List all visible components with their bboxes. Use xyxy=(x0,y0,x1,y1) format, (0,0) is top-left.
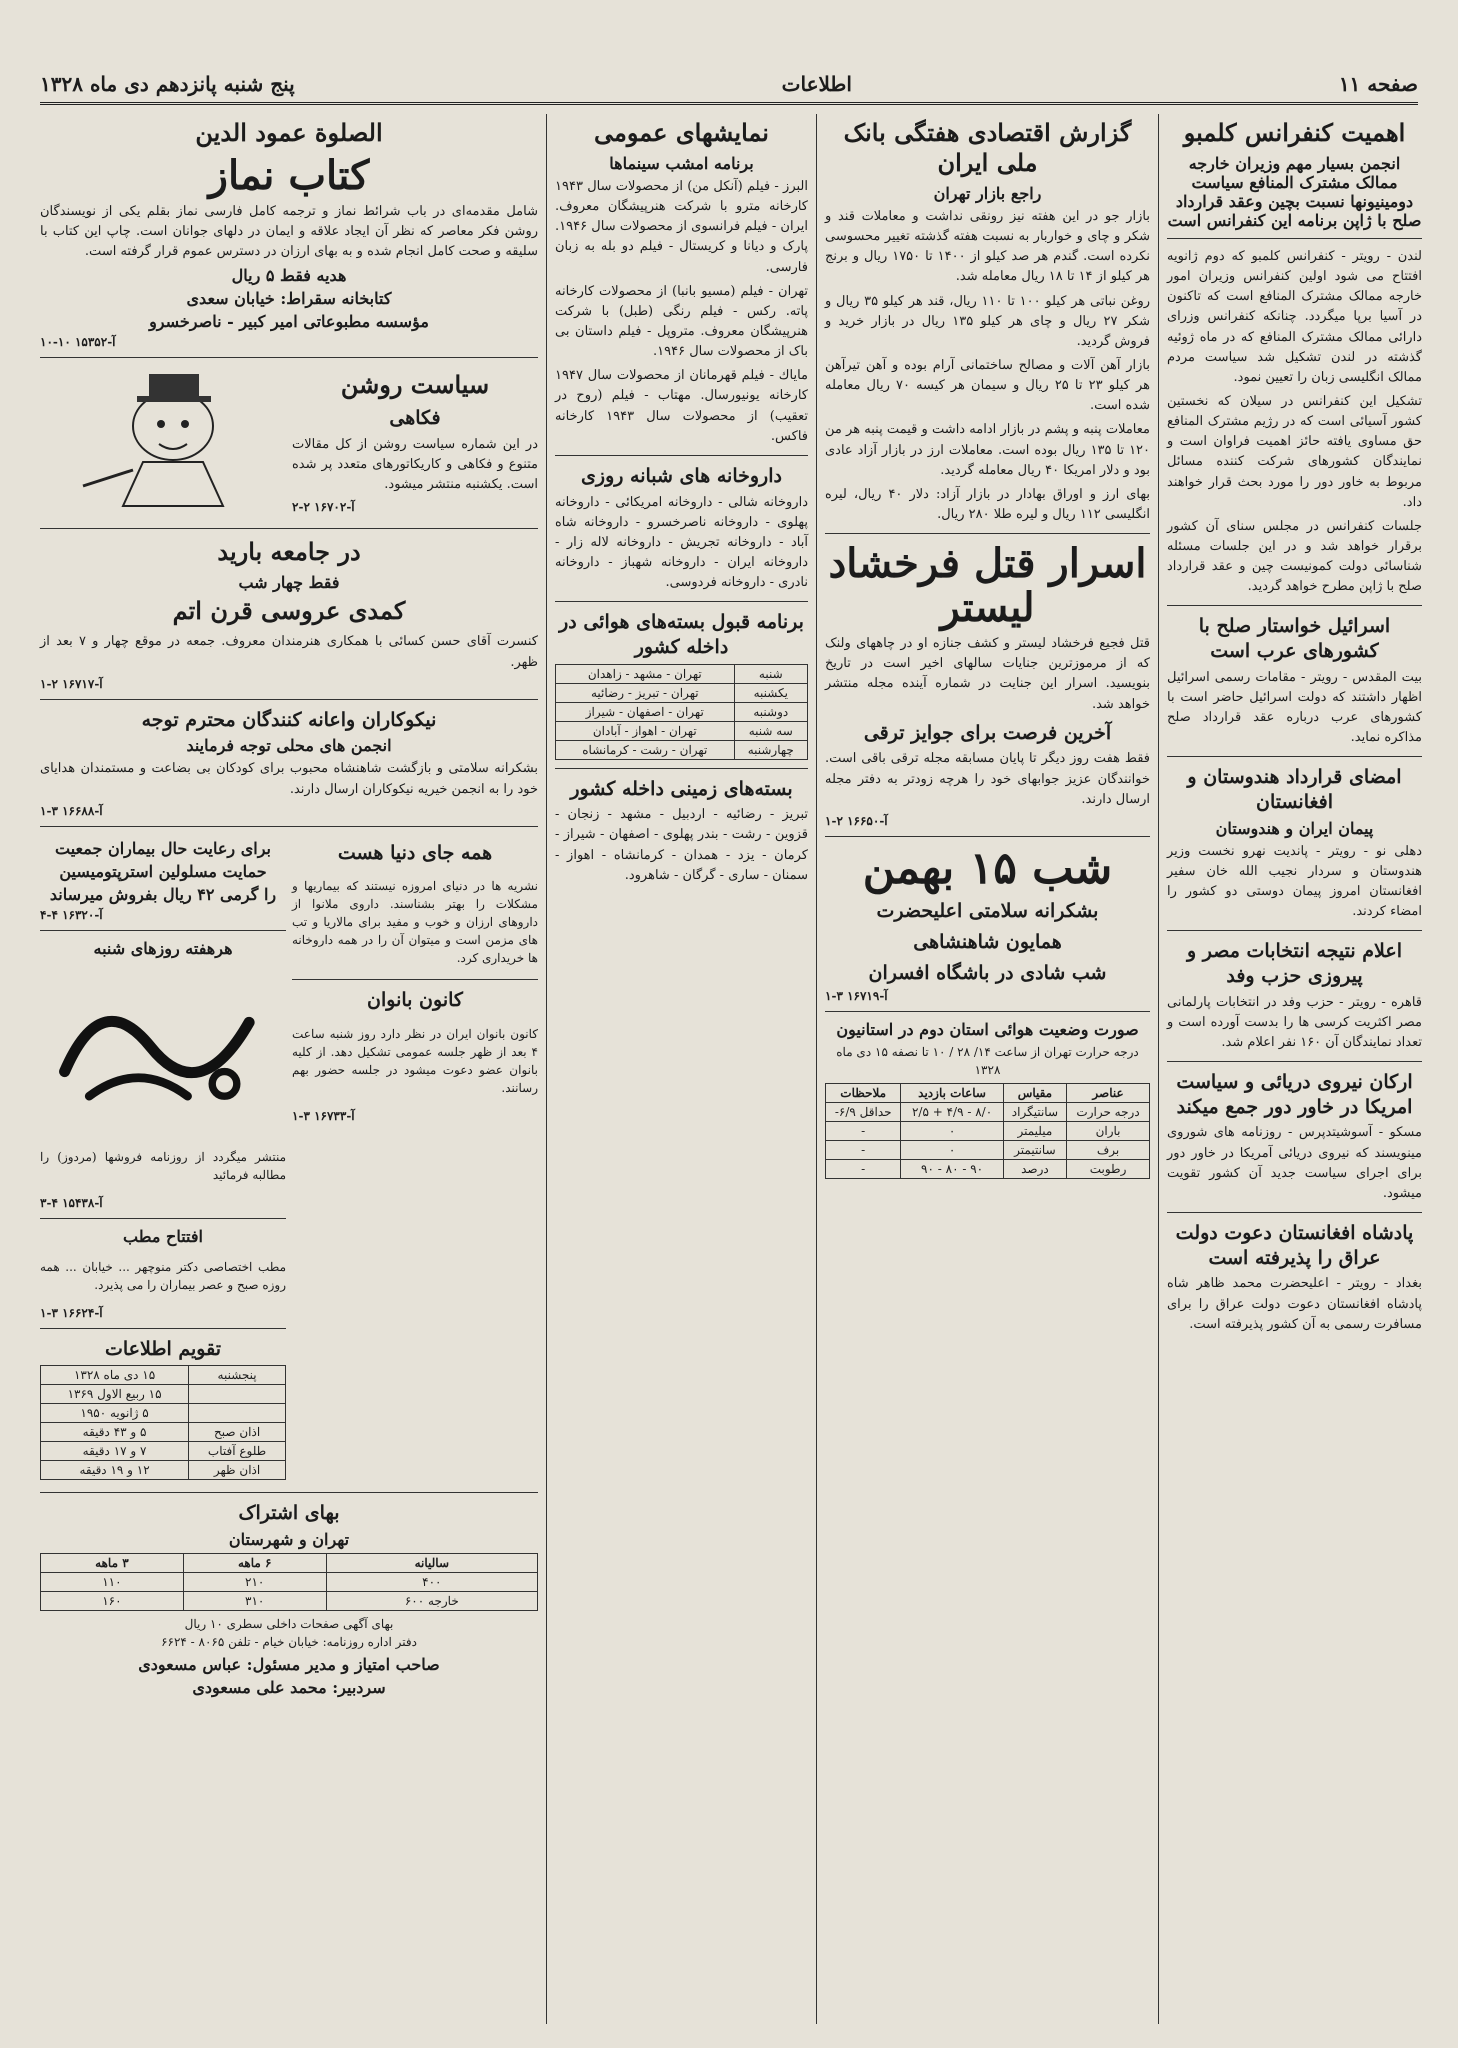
table-row xyxy=(826,1160,1150,1179)
prayer-body: شامل مقدمه‌ای در باب شرائط نماز و ترجمه کامل فارسی نماز بقلم یکی از نویسندگان روشن فکر معاصر که نظر آن ایجاد علاقه و ایمان در دلهای جوانان است. چاپ این کتاب با سلیقه و صحت کامل انجام شده و به بهای ارزان در دسترس عموم قرار گرفته است. xyxy=(40,204,538,260)
charity-sub: انجمن های محلی توجه فرمایند xyxy=(186,736,392,756)
table-row xyxy=(826,1122,1150,1141)
afghan-title: پادشاه افغانستان دعوت دولت عراق را پذیرفته است xyxy=(1175,1222,1414,1269)
subscription-cell: ۳۱۰ xyxy=(183,1592,326,1611)
politics-code: آ-۱۶۷۰۲ ۲-۲ xyxy=(292,499,355,514)
cinema-title: نمایشهای عمومی xyxy=(594,118,769,147)
calendar-cell: ۱۵ دی ماه ۱۳۲۸ xyxy=(41,1366,189,1385)
subscription-cell: ۱۱۰ xyxy=(41,1573,184,1592)
flight-title: برنامه قبول بسته‌های هوائی در داخله کشور xyxy=(559,611,804,658)
calendar-cell: اذان صبح xyxy=(189,1423,286,1442)
patient-code: آ-۱۶۳۲۰ ۴-۴ xyxy=(40,907,103,922)
weather-cell: رطوبت xyxy=(1067,1160,1150,1179)
subscription-header: ۳ ماهه xyxy=(41,1554,184,1573)
table-row xyxy=(556,740,808,759)
divider xyxy=(825,533,1150,534)
calendar-table xyxy=(40,1365,286,1480)
weather-cell: - xyxy=(826,1122,901,1141)
bahman-line-2: همایون شاهنشاهی xyxy=(913,930,1062,953)
divider xyxy=(40,930,286,931)
patient-title: برای رعایت حال بیماران جمعیت xyxy=(55,838,271,858)
office-address: دفتر اداره روزنامه: خیابان خیام - تلفن ۸۰۶۵ - ۶۶۲۴ xyxy=(161,1635,417,1650)
table-row xyxy=(41,1366,286,1385)
society-sub: فقط چهار شب xyxy=(238,573,340,593)
israel-title: اسرائیل خواستار صلح با کشورهای عرب است xyxy=(1198,615,1391,663)
colombo-body-2: تشکیل این کنفرانس در سیلان که نخستین کشور آسیائی است که در رژیم مشترک المنافع حق مساوی یافته حائز اهمیت فراوان است و نمایندگان کشورهای شرکت کننده مسائل مربوط به خاور دور را مورد بحث قرار خواهند داد. xyxy=(1167,393,1422,510)
colombo-subtitle: انجمن بسیار مهم وزیران خارجه ممالک مشترک المنافع سیاست دومینیونها نسبت بچین وعقد قرارداد صلح با ژاپن برنامه این کنفرانس است xyxy=(1167,154,1422,230)
charity-title: نیکوکاران واعانه کنندگان محترم توجه xyxy=(141,708,437,731)
weather-cell: ۸/۰ - ۴/۹ + ۲/۵ xyxy=(901,1103,1003,1122)
economy-body-5: بهای ارز و اوراق بهادار در بازار آزاد: دلار ۴۰ ریال، لیره انگلیسی ۱۱۲ ریال و لیره طلا ۲۸۰ ریال. xyxy=(825,486,1150,522)
flight-day: چهارشنبه xyxy=(734,740,807,759)
treaty-body: دهلی نو - رویتر - پاندیت نهرو نخست وزیر هندوستان و سردار نجیب الله خان سفیر افغانستان امروز پیمان دوستی دو کشور را امضاء کردند. xyxy=(1167,843,1422,920)
calendar-cell xyxy=(189,1404,286,1423)
navy-body: مسکو - آسوشیتدپرس - روزنامه های شوروی مینویسند که نیروی دریائی آمریکا در خاور دور برای اجرای سیاست جدید آن کشور تقویت میشود. xyxy=(1167,1125,1422,1201)
economy-body-4: معاملات پنبه و پشم در بازار ادامه داشت و قیمت پنبه هر من ۱۲۰ تا ۱۳۵ ریال بوده است. معاملات ارز در بازار آزاد عادی بود و دلار امریکا ۴۰ ریال معامله گردید. xyxy=(825,422,1151,478)
divider xyxy=(1167,605,1422,606)
subscription-cell: ۲۱۰ xyxy=(183,1573,326,1592)
economy-title: گزارش اقتصادی هفتگی بانک ملی ایران xyxy=(843,118,1132,177)
patient-sub: حمایت مسلولین استرپتومیسین xyxy=(59,861,267,881)
editor: سردبیر: محمد علی مسعودی xyxy=(192,1678,386,1698)
calendar-cell: ۱۲ و ۱۹ دقیقه xyxy=(41,1461,189,1480)
women-body: کانون بانوان ایران در نظر دارد روز شنبه ساعت ۴ بعد از ظهر جلسه عمومی تشکیل دهد. از کلیه بانوان عضو دعوت میشود در جلسه حضور بهم رسانند. xyxy=(292,1027,538,1096)
economy-body-1: بازار جو در این هفته نیز رونقی نداشت و معاملات قند و شکر و چای و خواربار به نسبت هفته گذشته تغییر محسوسی نکرده است. گندم هر صد کیلو از ۱۴۰۰ تا ۱۷۵۰ ریال و برنج هر کیلو از ۱۴ تا ۱۸ ریال معامله شد. xyxy=(825,209,1151,285)
chance-title: آخرین فرصت برای جوایز ترقی xyxy=(863,721,1112,744)
flight-route: تهران - رشت - کرمانشاه xyxy=(556,740,735,759)
weather-cell: برف xyxy=(1067,1141,1150,1160)
cinema-body-1: البرز - فیلم (آنکل من) از محصولات سال ۱۹۴۳ کارخانه مترو با شرکت هنرپیشگان معروف. ایران - فیلم فرانسوی از محصولات سال ۱۹۴۶. پارک و دیانا و کریستال - فیلم دو بله به زبان فارسی. xyxy=(555,179,808,275)
publisher: صاحب امتیاز و مدیر مسئول: عباس مسعودی xyxy=(138,1655,440,1675)
weather-header: مقیاس xyxy=(1003,1084,1066,1103)
table-row xyxy=(41,1442,286,1461)
divider xyxy=(40,1218,286,1219)
table-row xyxy=(41,1554,538,1573)
afghan-body: بغداد - رویتر - اعلیحضرت محمد ظاهر شاه پادشاه افغانستان دعوت دولت عراق را برای مسافرت رسمی به آن کشور پذیرفته است. xyxy=(1167,1276,1422,1332)
calendar-cell: ۱۵ ربیع الاول ۱۳۶۹ xyxy=(41,1385,189,1404)
women-code: آ-۱۶۷۳۳ ۳-۱ xyxy=(292,1109,355,1124)
calendar-title: تقویم اطلاعات xyxy=(104,1337,221,1360)
column-cinema xyxy=(546,114,816,2024)
politics-body: در این شماره سیاست روشن از کل مقالات متنوع و فکاهی و کاریکاتورهای متعدد پر شده است. یکشنبه منتشر میشود. xyxy=(292,437,538,493)
chance-code: آ-۱۶۶۵۰ ۲-۱ xyxy=(825,813,888,828)
ground-title: بسته‌های زمینی داخله کشور xyxy=(570,777,793,800)
calendar-cell: پنجشنبه xyxy=(189,1366,286,1385)
weekly-body: منتشر میگردد از روزنامه فروشها (مردوز) را مطالبه فرمائید xyxy=(40,1149,286,1182)
flight-route: تهران - تبریز - رضائیه xyxy=(556,683,735,702)
divider xyxy=(40,1328,286,1329)
divider xyxy=(555,768,808,769)
table-row xyxy=(41,1573,538,1592)
flight-day: یکشنبه xyxy=(734,683,807,702)
ground-body: تبریز - رضائیه - اردبیل - مشهد - زنجان - قزوین - رشت - بندر پهلوی - اصفهان - شیراز - کرمان - یزد - همدان - کرمانشاه - اهواز - سمنان - ساری - گرگان - شاهرود. xyxy=(555,807,808,883)
chance-body: فقط هفت روز دیگر تا پایان مسابقه مجله ترقی باقی است. خوانندگان عزیز جوابهای خود را هرچه زودتر به دفتر مجله ارسال دارند. xyxy=(825,751,1150,807)
divider xyxy=(825,836,1150,837)
society-title: در جامعه بارید xyxy=(217,537,361,567)
divider xyxy=(292,979,538,980)
calendar-cell: ۷ و ۱۷ دقیقه xyxy=(41,1442,189,1461)
bahman-title: شب ۱۵ بهمن xyxy=(862,842,1113,894)
egypt-title: اعلام نتیجه انتخابات مصر و پیروزی حزب وفد xyxy=(1186,940,1402,987)
charity-body: بشکرانه سلامتی و بازگشت شاهنشاه محبوب برای کودکان بی بضاعت و مستمندان هدایای خود را به انجمن خیریه نیکوکاران ارسال دارند. xyxy=(40,761,538,797)
subscription-note: بهای آگهی صفحات داخلی سطری ۱۰ ریال xyxy=(184,1617,394,1632)
cinema-subtitle: برنامه امشب سینماها xyxy=(609,154,754,173)
prayer-title: الصلوة عمود الدین xyxy=(195,118,383,147)
calendar-cell: طلوع آفتاب xyxy=(189,1442,286,1461)
divider xyxy=(1167,756,1422,757)
divider xyxy=(555,455,808,456)
flight-route: تهران - اهواز - آبادان xyxy=(556,721,735,740)
patient-price: را گرمی ۴۲ ریال بفروش میرساند xyxy=(49,884,277,904)
table-row xyxy=(41,1592,538,1611)
table-row xyxy=(826,1103,1150,1122)
politics-sub: فکاهی xyxy=(389,407,441,430)
table-row xyxy=(826,1141,1150,1160)
politics-title: سیاست روشن xyxy=(340,370,490,400)
weather-cell: - xyxy=(826,1141,901,1160)
colombo-title: اهمیت کنفرانس کلمبو xyxy=(1183,118,1406,147)
egypt-body: قاهره - رویتر - حزب وفد در انتخابات پارلمانی مصر اکثریت کرسی ها را بدست آورده است و تعداد نمایندگان آن ۱۶۰ نفر اعلام شد. xyxy=(1167,994,1422,1050)
weather-cell: درصد xyxy=(1003,1160,1066,1179)
divider xyxy=(40,528,538,529)
israel-body: بیت المقدس - رویتر - مقامات رسمی اسرائیل اظهار داشتند که دولت اسرائیل حاضر است با کشورهای عرب درباره عقد قرارداد صلح مذاکره نماید. xyxy=(1167,669,1422,746)
clinic-title: افتتاح مطب xyxy=(123,1226,203,1246)
weather-header: ساعات بازدید xyxy=(901,1084,1003,1103)
table-row xyxy=(41,1461,286,1480)
column-economy xyxy=(816,114,1158,2024)
weather-cell: ۹۰ - ۸۰ - ۹۰ xyxy=(901,1160,1003,1179)
divider xyxy=(40,1492,538,1493)
heal-title: همه جای دنیا هست xyxy=(337,841,493,864)
issue-date: پنج شنبه پانزدهم دی ماه ۱۳۲۸ xyxy=(40,72,295,96)
cinema-body-2: تهران - فیلم (مسیو بانبا) از محصولات کارخانه پاته. رکس - فیلم رنگی (طبل) با شرکت هنرپیشگان معروف. متروپل - فیلم داستان بی باک از محصولات سال ۱۹۴۶. xyxy=(555,283,808,360)
mardum-logo-illustration xyxy=(40,962,286,1132)
bahman-code: آ-۱۶۷۱۹ ۳-۱ xyxy=(825,989,888,1004)
health-row xyxy=(40,835,538,1485)
weather-cell: سانتیگراد xyxy=(1003,1103,1066,1122)
heal-body: نشریه ها در دنیای امروزه نیستند که بیماریها و مشکلات را بهتر بشناسند. داروی ملانوا از داروهای ارزان و خوب و مفید برای مالاریا و تب های مزمن است و میتوان آن را در همه داروخانه ها خریداری کرد. xyxy=(292,879,538,966)
women-title: کانون بانوان xyxy=(367,989,463,1012)
weather-cell: حداقل ۶/۹- xyxy=(826,1103,901,1122)
table-row xyxy=(41,1404,286,1423)
cinema-body-3: ماياك - فیلم قهرمانان از محصولات سال ۱۹۴۷ کارخانه یونیورسال. مهتاب - فیلم (روح در تعقیب) از محصولات سال ۱۹۴۳ کارخانه فاکس. xyxy=(555,368,808,444)
weekly-title: هرهفته روزهای شنبه xyxy=(93,938,233,958)
society-code: آ-۱۶۷۱۷ ۲-۱ xyxy=(40,676,103,691)
prayer-code: آ-۱۵۳۵۲ ۱۰-۱۰ xyxy=(40,335,116,350)
pharmacy-title: داروخانه های شبانه روزی xyxy=(581,464,782,487)
divider xyxy=(1167,1212,1422,1213)
prayer-institute: مؤسسه مطبوعاتی امیر کبیر - ناصرخسرو xyxy=(149,312,429,332)
economy-body-3: بازار آهن آلات و مصالح ساختمانی آرام بوده و آهن تیرآهن هر کیلو ۲۳ تا ۲۵ ریال و سیمان هر کیسه ۷۰ ریال معامله شده است. xyxy=(825,357,1150,414)
calendar-cell xyxy=(189,1385,286,1404)
society-body: کنسرت آقای حسن کسائی با همکاری هنرمندان معروف. جمعه در موقع چهار و ۷ بعد از ظهر. xyxy=(40,634,538,670)
page-number: صفحه ۱۱ xyxy=(1338,72,1418,96)
subscription-table xyxy=(40,1553,538,1611)
table-row xyxy=(556,702,808,721)
clinic-body: مطب اختصاصی دکتر منوچهر ... خیابان ... همه روزه صبح و عصر بیماران را می پذیرد. xyxy=(40,1259,286,1292)
flight-day: شنبه xyxy=(734,664,807,683)
subscription-cell: خارجه ۶۰۰ xyxy=(326,1592,537,1611)
subscription-header: ۶ ماهه xyxy=(183,1554,326,1573)
masthead xyxy=(40,66,1418,105)
weekly-code: آ-۱۵۴۳۸ ۴-۳ xyxy=(40,1195,103,1210)
column-ads xyxy=(32,114,546,2024)
weather-cell: سانتیمتر xyxy=(1003,1141,1066,1160)
prayer-price: هدیه فقط ۵ ریال xyxy=(231,266,347,286)
weather-cell: ۰ xyxy=(901,1141,1003,1160)
weather-subtitle: درجه حرارت تهران از ساعت ۱۴/ ۲۸ / ۱۰ تا نصفه ۱۵ دی ماه ۱۳۲۸ xyxy=(836,1045,1139,1078)
weather-cell: ۰ xyxy=(901,1122,1003,1141)
divider xyxy=(555,601,808,602)
colombo-body-3: جلسات کنفرانس در مجلس سنای آن کشور برقرار خواهد شد و در این جلسات مسئله شناسائی دولت کمونیست چین و عقد قرارداد صلح با ژاپن مطرح خواهد گردید. xyxy=(1167,518,1422,595)
clinic-code: آ-۱۶۶۲۴ ۳-۱ xyxy=(40,1305,103,1320)
flight-day: سه شنبه xyxy=(734,721,807,740)
divider xyxy=(825,1011,1150,1012)
weather-header: ملاحظات xyxy=(826,1084,901,1103)
flight-table xyxy=(555,664,808,760)
subscription-header: سالیانه xyxy=(326,1554,537,1573)
treaty-subtitle: پیمان ایران و هندوستان xyxy=(1215,818,1374,838)
divider xyxy=(40,826,538,827)
table-row xyxy=(556,683,808,702)
table-row xyxy=(41,1385,286,1404)
subscription-cell: ۴۰۰ xyxy=(326,1573,537,1592)
weather-cell: - xyxy=(826,1160,901,1179)
weather-cell: میلیمتر xyxy=(1003,1122,1066,1141)
colombo-body-1: لندن - رویتر - کنفرانس کلمبو که دوم ژانویه افتتاح می شود اولین کنفرانس وزیران امور خارجه ممالک مشترک المنافع است که تاکنون در آسیا برپا میگردد. چنانکه کنفرانس وزرای دارائی ممالک مشترک المنافع که در ماه ژوئیه گذشته در لندن تشکیل شد سیاست مردم ممالک انگلیسی زبان را تعیین نمود. xyxy=(1167,249,1422,385)
paper-name: اطلاعات xyxy=(781,72,852,96)
calendar-cell: ۵ و ۴۳ دقیقه xyxy=(41,1423,189,1442)
assassin-title: اسرار قتل فرخشاد لیستر xyxy=(828,540,1147,632)
divider xyxy=(40,699,538,700)
society-show: کمدی عروسی قرن اتم xyxy=(172,596,406,626)
divider xyxy=(1167,238,1422,239)
weather-table xyxy=(825,1083,1150,1179)
subscription-title: بهای اشتراک xyxy=(238,1502,340,1525)
weather-title: صورت وضعیت هوائی استان دوم در استانیون xyxy=(836,1020,1139,1040)
divider xyxy=(1167,930,1422,931)
politics-ad xyxy=(40,366,538,520)
economy-subtitle: راجع بازار تهران xyxy=(933,184,1042,203)
calendar-cell: اذان ظهر xyxy=(189,1461,286,1480)
table-row xyxy=(556,721,808,740)
charity-code: آ-۱۶۶۸۸ ۳-۱ xyxy=(40,803,103,818)
weather-header: عناصر xyxy=(1067,1084,1150,1103)
bahman-line-3: شب شادی در باشگاه افسران xyxy=(868,961,1107,984)
treaty-title: امضای قرارداد هندوستان و افغانستان xyxy=(1187,766,1402,814)
assassin-body: قتل فجیع فرخشاد لیستر و کشف جنازه او در چاههای ولنک که از مرموزترین جنایات سالهای اخیر است در تاریخ بنویسید. اسرار این جنایت در شماره آینده مجله منتشر خواهد شد. xyxy=(825,636,1150,712)
pharmacy-body: داروخانه شالی - داروخانه امریکائی - داروخانه پهلوی - داروخانه ناصرخسرو - داروخانه شاه آباد - داروخانه تجریش - داروخانه لاله زار - داروخانه ایران - داروخانه شهباز - داروخانه نادری - داروخانه فردوسی. xyxy=(555,494,808,591)
weather-cell: باران xyxy=(1067,1122,1150,1141)
calendar-cell: ۵ ژانویه ۱۹۵۰ xyxy=(41,1404,189,1423)
navy-title: ارکان نیروی دریائی و سیاست امریکا در خاور دور جمع میکند xyxy=(1176,1071,1413,1118)
flight-day: دوشنبه xyxy=(734,702,807,721)
economy-body-2: روغن نباتی هر کیلو ۱۰۰ تا ۱۱۰ ریال، قند هر کیلو ۳۵ ریال و شکر ۲۷ ریال و چای هر کیلو ۱۳۵ ریال در بازار خرید و فروش گردید. xyxy=(825,293,1151,349)
table-row xyxy=(556,664,808,683)
flight-route: تهران - اصفهان - شیراز xyxy=(556,702,735,721)
subscription-sub: تهران و شهرستان xyxy=(228,1530,350,1550)
prayer-book: کتاب نماز xyxy=(208,152,370,199)
caricature-illustration xyxy=(40,366,286,516)
flight-route: تهران - مشهد - زاهدان xyxy=(556,664,735,683)
prayer-store: کتابخانه سقراط: خیابان سعدی xyxy=(186,289,392,309)
weather-cell: درجه حرارت xyxy=(1067,1103,1150,1122)
table-row xyxy=(41,1423,286,1442)
column-world-news xyxy=(1158,114,1430,2024)
divider xyxy=(40,357,538,358)
bahman-line-1: بشکرانه سلامتی اعلیحضرت xyxy=(876,900,1099,923)
subscription-cell: ۱۶۰ xyxy=(41,1592,184,1611)
divider xyxy=(1167,1061,1422,1062)
